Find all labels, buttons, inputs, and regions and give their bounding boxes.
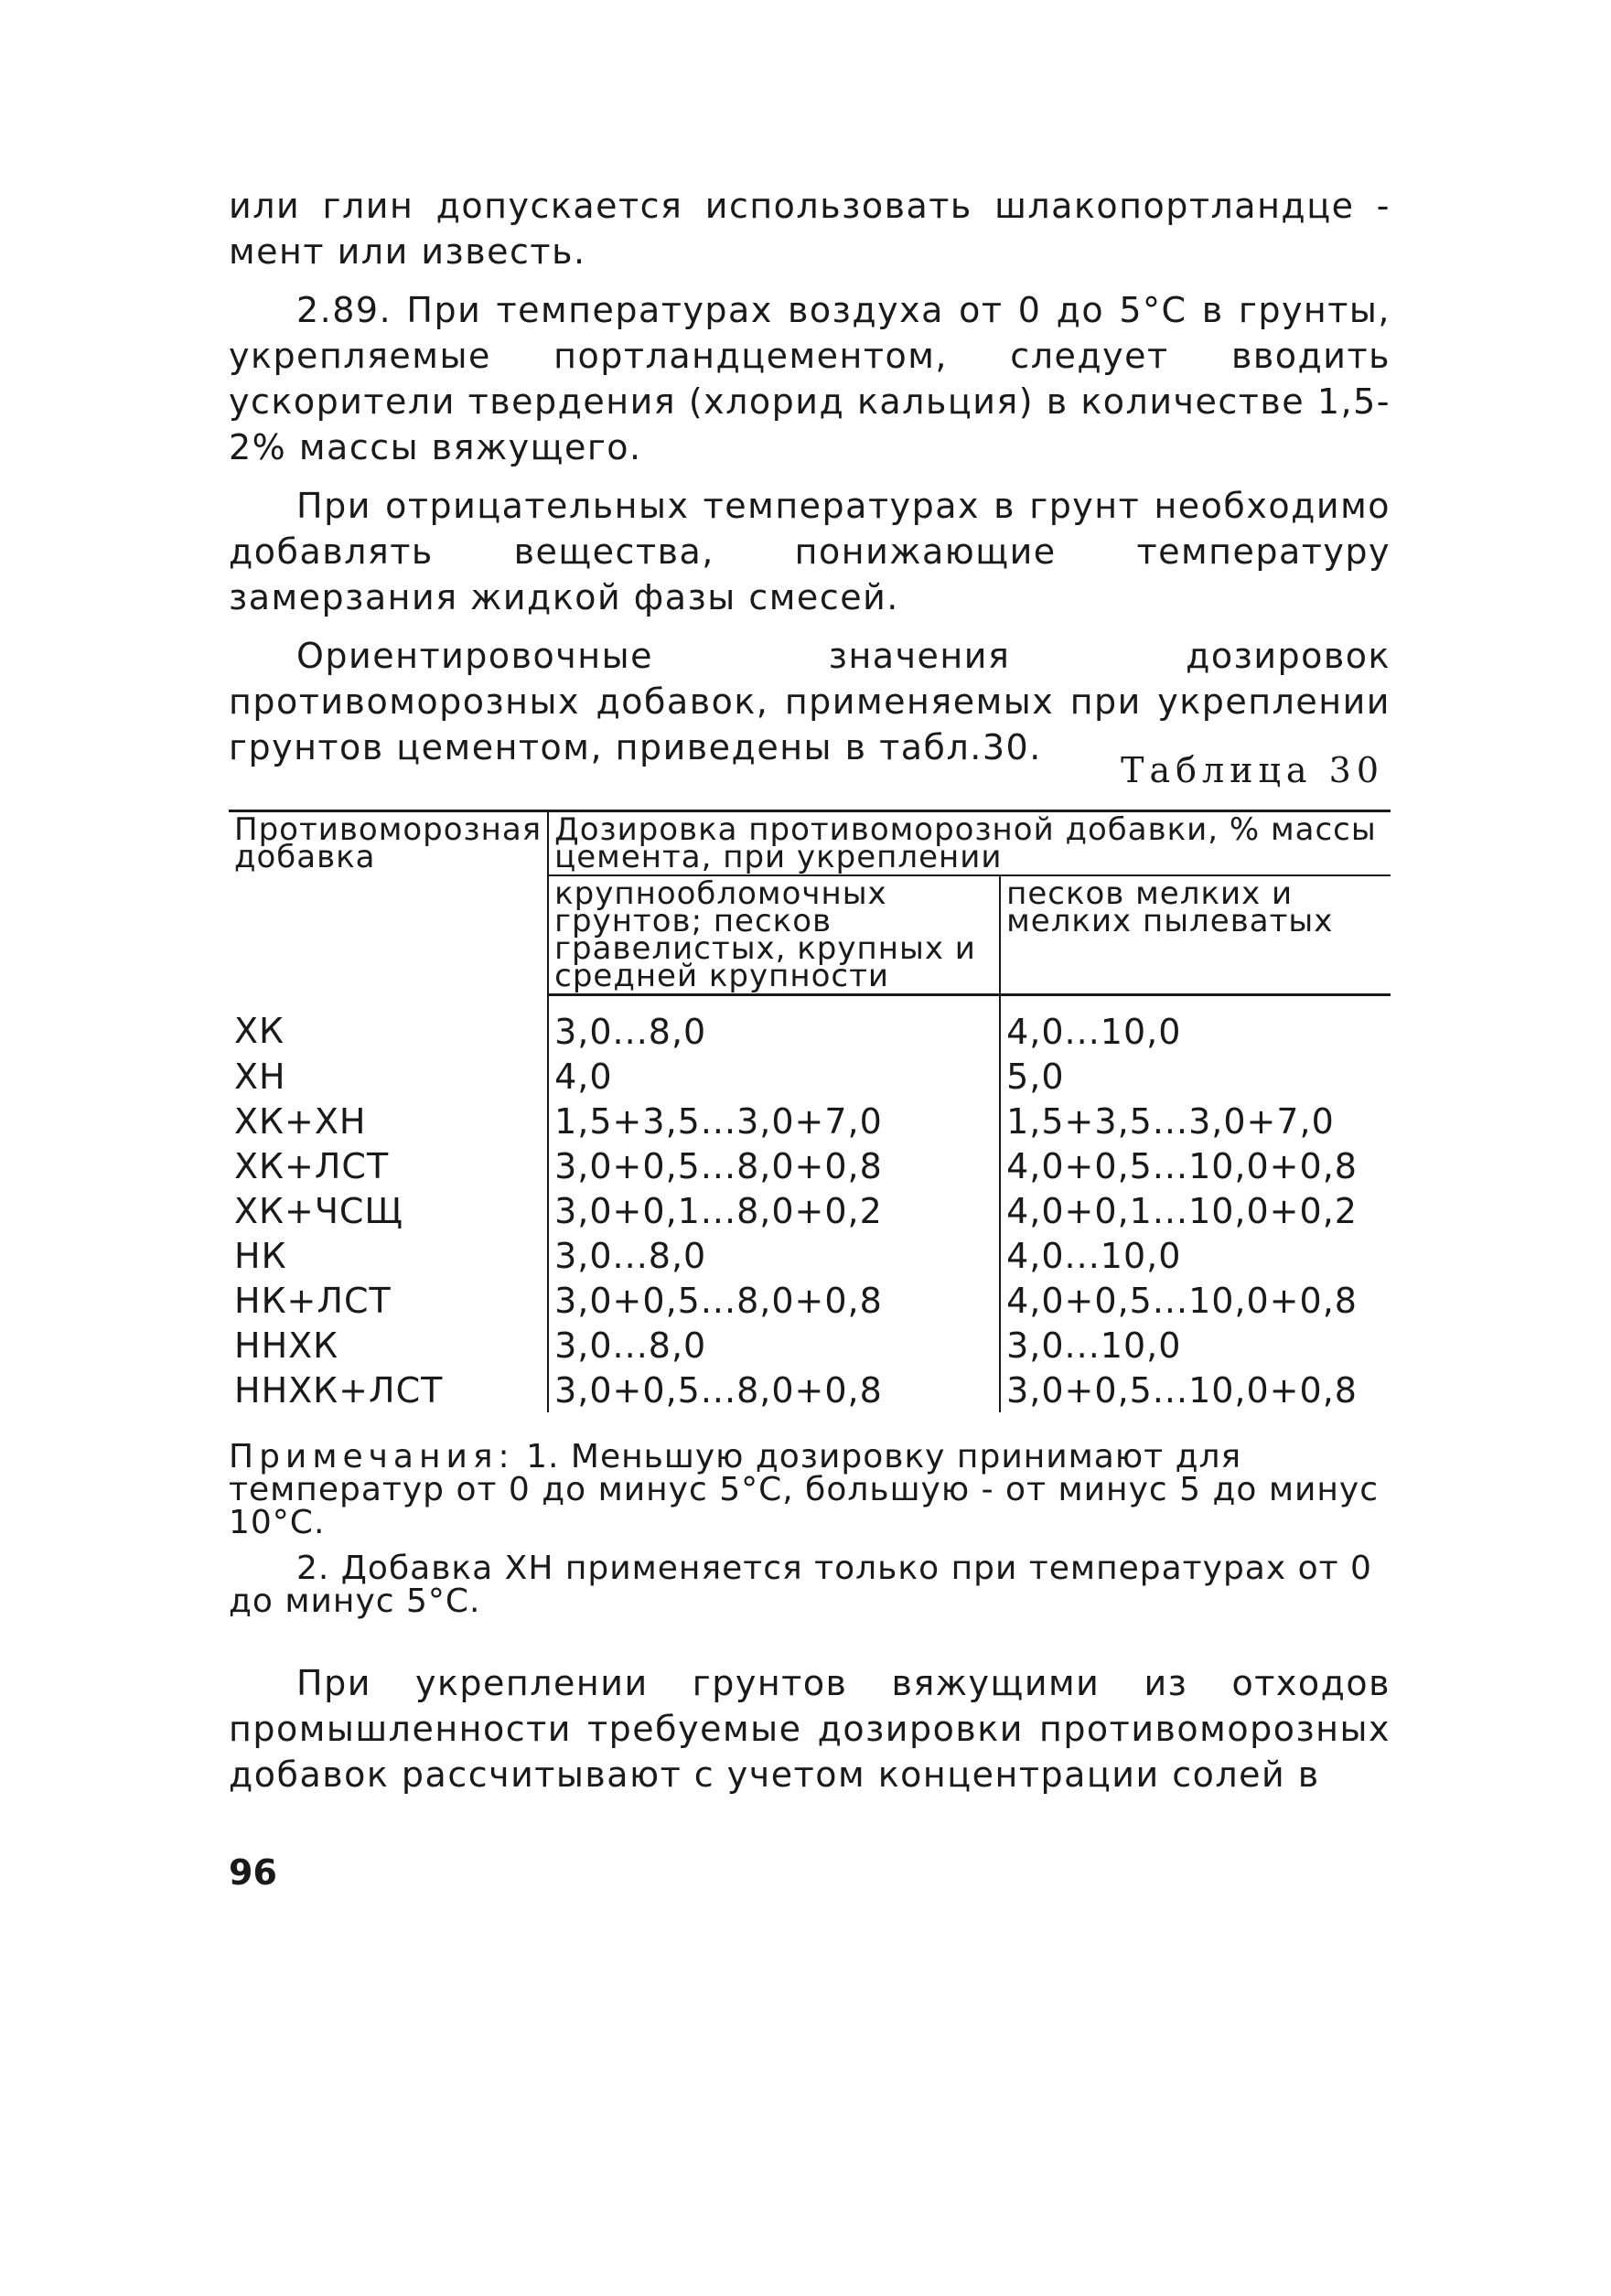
additive-name: ХК <box>229 995 548 1055</box>
dosage-coarse: 3,0+0,5...8,0+0,8 <box>548 1368 1000 1412</box>
additive-name: НК+ЛСТ <box>229 1278 548 1323</box>
page-number: 96 <box>229 1852 277 1893</box>
paragraph-2-89: 2.89. При температурах воздуха от 0 до 5°С в грунты, укрепляемые портландцементом, следует вводить ускорители твердения (хлорид кальция) в количестве 1,5-2% массы вяжущего. <box>229 290 1391 467</box>
table-caption: Таблица 30 <box>1121 750 1384 790</box>
table-row <box>229 1368 1391 1412</box>
dosage-fine: 4,0+0,1...10,0+0,2 <box>1006 1190 1358 1231</box>
dosage-fine: 3,0...10,0 <box>1006 1325 1182 1366</box>
header-fine-sands: песков мелких и мелких пылеватых <box>1000 875 1391 995</box>
header-dosage: Дозировка противоморозной добавки, % массы цемента, при укреплении <box>548 811 1391 876</box>
dosage-fine: 1,5+3,5...3,0+7,0 <box>1006 1100 1335 1142</box>
dosage-coarse: 3,0...8,0 <box>548 1233 1000 1278</box>
additive-name: ХК+ХН <box>229 1099 548 1143</box>
dosage-coarse: 4,0 <box>548 1054 1000 1099</box>
table-notes <box>229 1438 1391 1631</box>
additive-name: НК <box>229 1233 548 1278</box>
paragraph-table-reference: Ориентировочные значения дозировок противоморозных добавок, применяемых при укреплении грунтов цементом, приведены в табл.30. <box>229 636 1391 767</box>
dosage-coarse: 1,5+3,5...3,0+7,0 <box>548 1099 1000 1143</box>
header-coarse-soils: крупнообломочных грунтов; песков гравелистых, крупных и средней крупности <box>548 875 1000 995</box>
dosage-coarse: 3,0+0,1...8,0+0,2 <box>548 1188 1000 1233</box>
table-row <box>229 995 1391 1055</box>
dosage-fine: 3,0+0,5...10,0+0,8 <box>1006 1369 1358 1411</box>
table-row <box>229 1323 1391 1368</box>
additive-name: ННХК+ЛСТ <box>229 1368 548 1412</box>
note-1 <box>229 1438 1391 1541</box>
dosage-coarse: 3,0+0,5...8,0+0,8 <box>548 1278 1000 1323</box>
dosage-fine: 4,0...10,0 <box>1006 1011 1182 1052</box>
additive-name: ННХК <box>229 1323 548 1368</box>
table-row <box>229 1188 1391 1233</box>
dosage-table <box>229 810 1391 1412</box>
dosage-fine: 4,0+0,5...10,0+0,8 <box>1006 1280 1358 1321</box>
body-text <box>229 183 1391 783</box>
note-2: 2. Добавка ХН применяется только при температурах от 0 до минус 5°С. <box>229 1550 1372 1620</box>
additive-name: ХК+ЛСТ <box>229 1143 548 1188</box>
dosage-coarse: 3,0...8,0 <box>548 995 1000 1055</box>
table-row <box>229 1099 1391 1143</box>
paragraph-closing: При укреплении грунтов вяжущими из отходов промышленности требуемые дозировки противоморозных добавок рассчитывают с учетом концентрации солей в <box>229 1663 1391 1795</box>
table-row <box>229 1233 1391 1278</box>
note-1-text: 1. Меньшую дозировку принимают для температур от 0 до минус 5°С, большую - от минус 5 до минус 10°С. <box>229 1438 1380 1541</box>
table-row <box>229 1143 1391 1188</box>
paragraph-continuation: или глин допускается использовать шлакопортландце - мент или известь. <box>229 186 1391 272</box>
dosage-fine: 4,0+0,5...10,0+0,8 <box>1006 1145 1358 1186</box>
additive-name: ХН <box>229 1054 548 1099</box>
header-additive: Противоморозная добавка <box>229 811 548 995</box>
closing-text <box>229 1660 1391 1810</box>
table-row <box>229 1278 1391 1323</box>
dosage-coarse: 3,0+0,5...8,0+0,8 <box>548 1143 1000 1188</box>
paragraph-negative-temperatures: При отрицательных температурах в грунт необходимо добавлять вещества, понижающие температуру замерзания жидкой фазы смесей. <box>229 486 1391 617</box>
table-row <box>229 1054 1391 1099</box>
dosage-fine: 5,0 <box>1006 1056 1065 1097</box>
dosage-fine: 4,0...10,0 <box>1006 1235 1182 1276</box>
additive-name: ХК+ЧСЩ <box>229 1188 548 1233</box>
notes-heading: Примечания: <box>229 1438 515 1475</box>
dosage-coarse: 3,0...8,0 <box>548 1323 1000 1368</box>
